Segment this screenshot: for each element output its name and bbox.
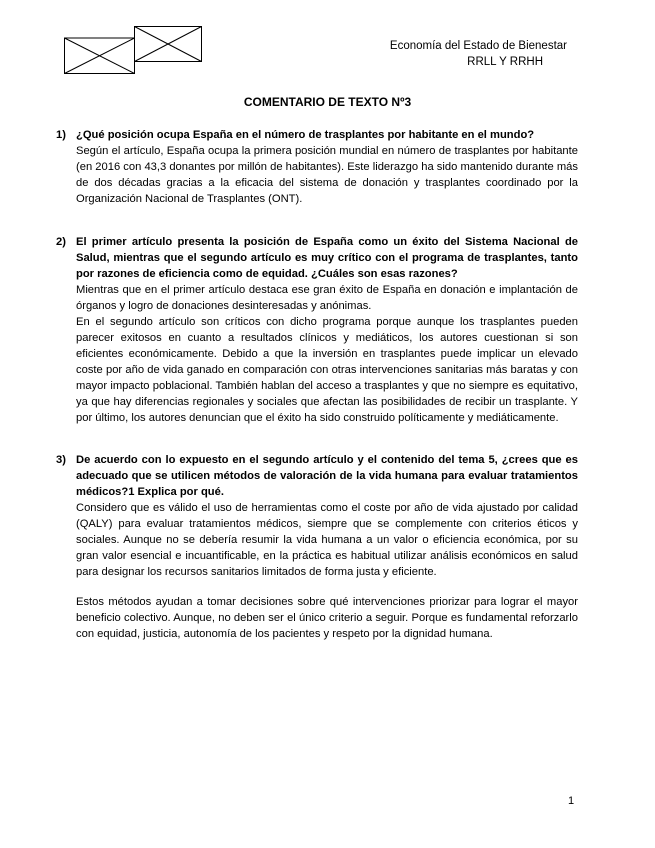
answer-paragraph: Según el artículo, España ocupa la primera posición mundial en número de trasplantes por habitante (en 2016 con 43,3 donantes por millón de habitantes). Este liderazgo ha sido mantenido durante más de dos décadas gracias a la eficacia del sistema de donación y trasplantes coordinado por la Organización Nacional de Trasplantes (ONT). [76, 145, 578, 205]
question-number: 3) [56, 454, 66, 466]
answer-paragraph: Considero que es válido el uso de herramientas como el coste por año de vida ajustado por calidad (QALY) para evaluar tratamientos médicos, siempre que se complemente con criterios éticos y sociales. Aunque no se debería resumir la vida humana a un valor o eficiencia económica, por su gran valor esencial e incuantificable, en la práctica es habitual utilizar análisis económicos en salud para designar los recursos sanitarios limitados de forma justa y eficiente. [76, 502, 578, 578]
question-number: 1) [56, 129, 66, 141]
page-header [390, 38, 567, 70]
header-degree: RRLL Y RRHH [467, 56, 543, 68]
answer-paragraph: Estos métodos ayudan a tomar decisiones sobre qué intervenciones priorizar para lograr el mayor beneficio colectivo. Aunque, no deben ser el único criterio a seguir. Porque es fundamental reforzarlo con equidad, justicia, autonomía de los pacientes y respeto por la dignidad humana. [76, 596, 578, 640]
header-course: Economía del Estado de Bienestar [389, 40, 567, 52]
question-2 [56, 234, 578, 426]
image-placeholder [64, 26, 202, 74]
answer-paragraph: Mientras que en el primer artículo destaca ese gran éxito de España en donación e implantación de órganos y logro de donaciones desinteresadas y anónimas. [76, 284, 578, 312]
question-3 [56, 452, 578, 642]
question-1 [56, 127, 578, 207]
question-number: 2) [56, 236, 66, 248]
question-heading: De acuerdo con lo expuesto en el segundo artículo y el contenido del tema 5, ¿crees que es adecuado que se utilicen métodos de valoración de la vida humana para evaluar tratamientos médicos?1 Explica por qué. [76, 454, 578, 498]
answer-paragraph: En el segundo artículo son críticos con dicho programa porque aunque los trasplantes pueden parecer exitosos en cuanto a resultados clínicos y mediáticos, los autores cuestionan si son eficientes económicamente. Debido a que la inversión en trasplantes puede implicar un elevado coste por año de vida ganado en comparación con otras intervenciones sanitarias más baratas y con mayor impacto poblacional. También hablan del acceso a trasplantes y que no siempre es equitativo, ya que hay diferencias regionales y sociales que afectan las posibilidades de recibir un trasplante. Y por último, los autores denuncian que el éxito ha sido construido políticamente y mediáticamente. [76, 316, 578, 424]
question-heading: El primer artículo presenta la posición de España como un éxito del Sistema Nacional de Salud, mientras que el segundo artículo es muy crítico con el programa de trasplantes, tanto por razones de eficiencia como de equidad. ¿Cuáles son esas razones? [76, 236, 578, 280]
document-title: COMENTARIO DE TEXTO Nº3 [243, 95, 412, 109]
page-number: 1 [568, 795, 575, 807]
question-heading: ¿Qué posición ocupa España en el número de trasplantes por habitante en el mundo? [76, 129, 535, 141]
